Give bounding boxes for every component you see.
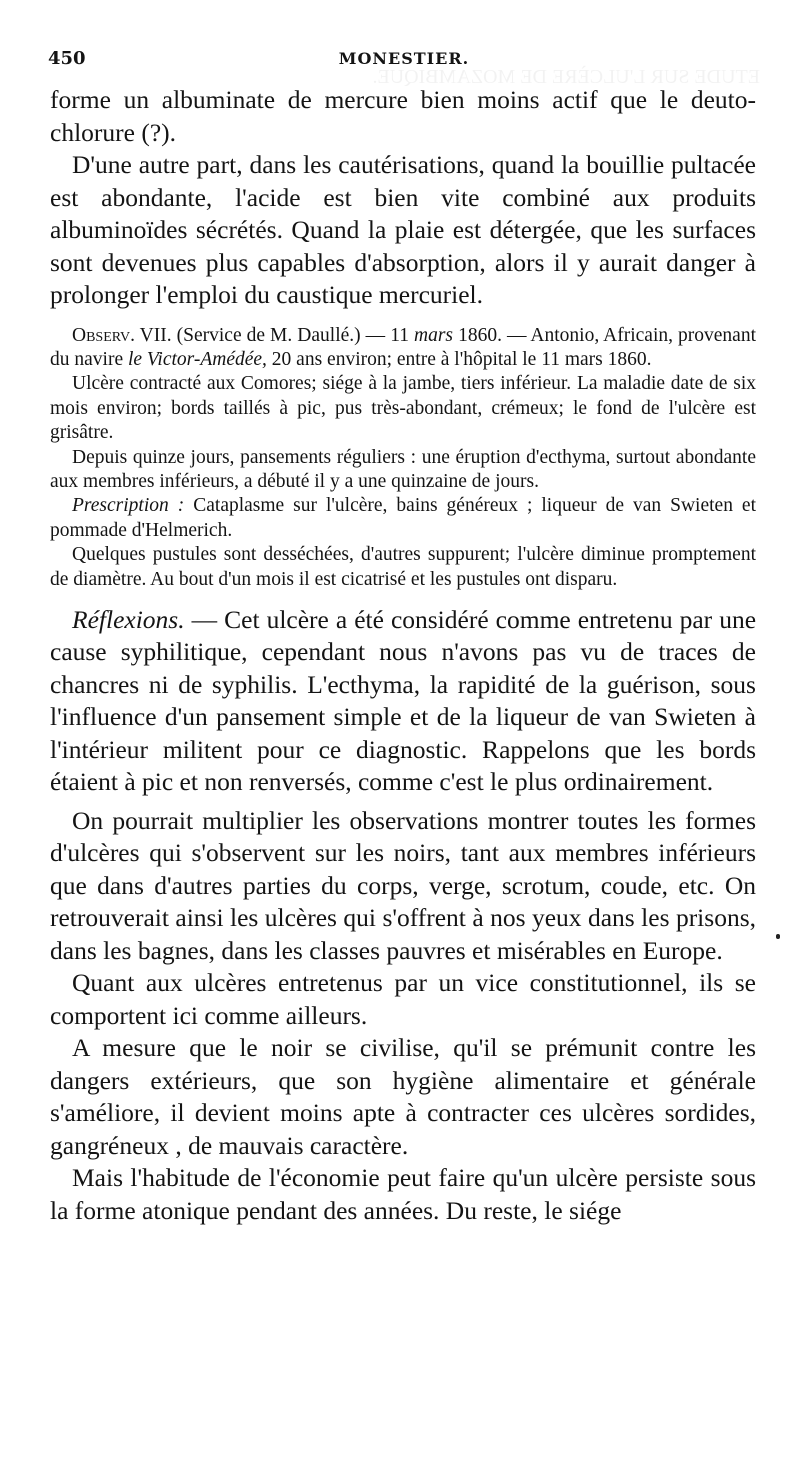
page-body bbox=[50, 84, 756, 1227]
observation-ecthyma: Depuis quinze jours, pansements réguliers : une éruption d'ecthyma, surtout abondante aux membres inférieurs, a débuté il y a une quinzaine de jours. bbox=[50, 446, 756, 492]
bleed-through-text: ETUDE SUR L'ULCÈRE DE MOZAMBIQUE. bbox=[372, 66, 760, 88]
page-header bbox=[48, 48, 760, 78]
reflexions-text: — Cet ulcère a été considéré comme entretenu par une cause syphilitique, cependant nous n'avons pas vu de traces de chancres ni de syphilis. L'ecthyma, la rapidité de la guérison, sous l'influence d'un pansement simple et de la liqueur de van Swieten à l'intérieur militent pour ce diagnostic. Rappelons que les bords étaient à pic et non renversés, comme c'est le plus ordinairement. bbox=[50, 604, 757, 797]
running-title: MONESTIER. bbox=[338, 49, 470, 68]
paragraph-continuation: forme un albuminate de mercure bien moins actif que le deuto-chlorure (?). bbox=[50, 85, 756, 147]
paragraph-civilisation: A mesure que le noir se civilise, qu'il se prémunit contre les dangers extérieurs, que son hygiène alimentaire et générale s'améliore, il devient moins apte à contracter ces ulcères sordides, gangréneux , de mauvais caractère. bbox=[50, 1033, 756, 1160]
paragraph-constitutional: Quant aux ulcères entretenus par un vice constitutionnel, ils se comportent ici comme ailleurs. bbox=[50, 968, 756, 1030]
observation-ulcer: Ulcère contracté aux Comores; siége à la jambe, tiers inférieur. La maladie date de six mois environ; bords taillés à pic, pus très-abondant, crémeux; le fond de l'ulcère est grisâtre. bbox=[50, 373, 756, 444]
observation-outcome: Quelques pustules sont desséchées, d'autres suppurent; l'ulcère diminue promptement de diamètre. Au bout d'un mois il est cicatrisé et les pustules ont disparu. bbox=[50, 544, 756, 590]
prescription-label: Prescription : bbox=[72, 495, 185, 517]
observation-text-c: 20 ans environ; entre à l'hôpital le 11 mars 1860. bbox=[271, 348, 652, 370]
paragraph-observations: On pourrait multiplier les observations montrer toutes les formes d'ulcères qui s'observent sur les noirs, tant aux membres inférieurs que dans d'autres parties du corps, verge, scrotum, coude, etc. On retrouverait ainsi les ulcères qui s'offrent à nos yeux dans les prisons, dans les bagnes, dans les classes pauvres et misérables en Europe. bbox=[50, 805, 756, 965]
observation-heading bbox=[50, 324, 756, 373]
reflexions-label: Réflexions. bbox=[72, 604, 185, 634]
paragraph-atonic: Mais l'habitude de l'économie peut faire qu'un ulcère persiste sous la forme atonique pendant des années. Du reste, le siége bbox=[50, 1163, 756, 1225]
observation-text-a: VII. (Service de M. Daullé.) — 11 bbox=[139, 324, 409, 346]
observation-month: mars bbox=[414, 324, 454, 346]
ship-name: le Victor-Amédée, bbox=[127, 348, 267, 370]
paragraph-reflexions bbox=[50, 604, 756, 799]
observation-text-b: 1860. — Antonio, Africain, provenant du navire bbox=[50, 324, 757, 370]
prescription-text: Cataplasme sur l'ulcère, bains généreux ; liqueur de van Swieten et pommade d'Helmerich. bbox=[50, 495, 756, 541]
observation-label: Observ. bbox=[72, 324, 135, 346]
paragraph-cauterisation: D'une autre part, dans les cautérisations, quand la bouillie pultacée est abondante, l'acide est bien vite combiné aux produits albuminoïdes sécrétés. Quand la plaie est détergée, que les surfaces sont devenues plus capables d'absorption, alors il y aurait danger à prolonger l'emploi du caustique mercuriel. bbox=[50, 150, 756, 309]
observation-prescription bbox=[50, 494, 756, 543]
margin-mark bbox=[776, 934, 780, 939]
page-number: 450 bbox=[48, 48, 86, 69]
